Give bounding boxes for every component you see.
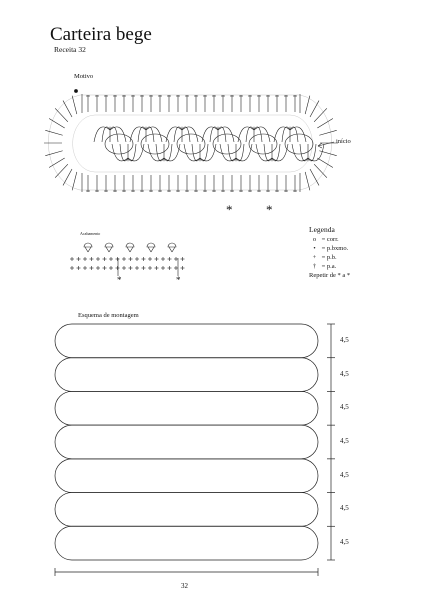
- assembly-scheme: [55, 324, 335, 576]
- legend-item-text: = corr.: [321, 236, 339, 243]
- double-crochet-mark: [63, 101, 72, 117]
- picot-icon: [147, 243, 155, 247]
- strip-height-label: 4,5: [340, 403, 349, 412]
- slip-stitch-symbol: •: [313, 245, 316, 252]
- double-crochet-mark: [305, 96, 310, 114]
- start-dot-icon: [74, 89, 77, 92]
- cluster-stroke: [272, 144, 280, 161]
- double-crochet-mark: [55, 164, 68, 177]
- finish-repeat-mark-right: *: [176, 275, 181, 285]
- cluster-shell: [213, 134, 241, 154]
- picot-stem: [148, 247, 151, 252]
- picot-icon: [84, 243, 92, 247]
- assembly-strip: [55, 358, 318, 392]
- double-crochet-mark: [317, 158, 333, 168]
- strip-height-label: 4,5: [340, 437, 349, 445]
- finish-chart: [70, 243, 185, 276]
- assembly-strip: [55, 425, 318, 459]
- cluster-stroke: [200, 144, 208, 161]
- cluster-stroke: [164, 144, 172, 161]
- double-crochet-mark: [45, 151, 62, 156]
- double-crochet-mark: [72, 172, 77, 190]
- assembly-strip: [55, 459, 318, 493]
- double-crochet-mark: [310, 101, 319, 117]
- picot-icon: [126, 243, 134, 247]
- picot-icon: [105, 243, 113, 247]
- legend-item-text: = p.bxmo.: [321, 245, 349, 252]
- width-label: 32: [181, 582, 188, 590]
- cluster-stroke: [128, 144, 136, 161]
- start-label: início: [336, 138, 351, 145]
- repeat-mark-left: *: [226, 202, 233, 217]
- double-crochet-mark: [319, 130, 336, 135]
- picot-stem: [109, 247, 112, 252]
- finish-rows: [70, 257, 185, 276]
- cluster-shell: [141, 134, 169, 154]
- finish-label: Acabamento: [80, 231, 101, 236]
- double-crochet-mark: [317, 119, 333, 129]
- assembly-strip: [55, 526, 318, 560]
- cluster-shell: [105, 134, 133, 154]
- stitch-clusters: [94, 127, 324, 161]
- legend-title: Legenda: [309, 225, 335, 234]
- strip-height-label: 4,5: [340, 504, 349, 513]
- picot-stem: [127, 247, 130, 252]
- cluster-shell: [177, 134, 205, 154]
- repeat-mark-right: *: [266, 202, 273, 217]
- motif-label: Motivo: [74, 73, 94, 80]
- single-crochet-symbol: +: [312, 254, 317, 261]
- strip-height-label: 4,5: [340, 335, 349, 344]
- double-crochet-mark: [55, 108, 68, 121]
- double-crochet-mark: [49, 158, 65, 168]
- chain-symbol: o: [312, 236, 317, 243]
- legend-item-text: = p.b.: [321, 254, 337, 261]
- recipe-number: Receita 32: [54, 45, 86, 54]
- cluster-shell: [249, 134, 277, 154]
- assembly-strips: [55, 324, 318, 560]
- double-crochet-symbol: †: [312, 263, 317, 270]
- stitch-ticks: [44, 94, 338, 192]
- picot-stem: [172, 247, 175, 252]
- double-crochet-mark: [72, 96, 77, 114]
- picot-icon: [168, 243, 176, 247]
- picot-stem: [130, 247, 133, 252]
- legend-repeat-note: Repetir de * a *: [309, 272, 351, 279]
- cluster-stroke: [236, 144, 244, 161]
- page-title: Carteira bege: [50, 24, 152, 45]
- double-crochet-mark: [45, 130, 62, 135]
- picot-stem: [106, 247, 109, 252]
- finish-clusters: [84, 243, 176, 252]
- strip-height-label: 4,5: [340, 369, 349, 378]
- cluster-shell: [285, 134, 313, 154]
- assembly-strip: [55, 391, 318, 425]
- assembly-label: Esquema de montagem: [78, 312, 139, 319]
- assembly-strip: [55, 324, 318, 358]
- strip-height-label: 4,5: [340, 538, 349, 547]
- legend-item-text: = p.a.: [321, 263, 337, 270]
- finish-repeat-mark-left: *: [117, 275, 122, 285]
- double-crochet-mark: [63, 169, 72, 185]
- strip-height-label: 4,5: [340, 470, 349, 479]
- motif-chart: [44, 89, 338, 192]
- assembly-strip: [55, 493, 318, 527]
- picot-stem: [169, 247, 172, 252]
- double-crochet-mark: [314, 164, 327, 177]
- picot-stem: [85, 247, 88, 252]
- picot-stem: [88, 247, 91, 252]
- picot-stem: [151, 247, 154, 252]
